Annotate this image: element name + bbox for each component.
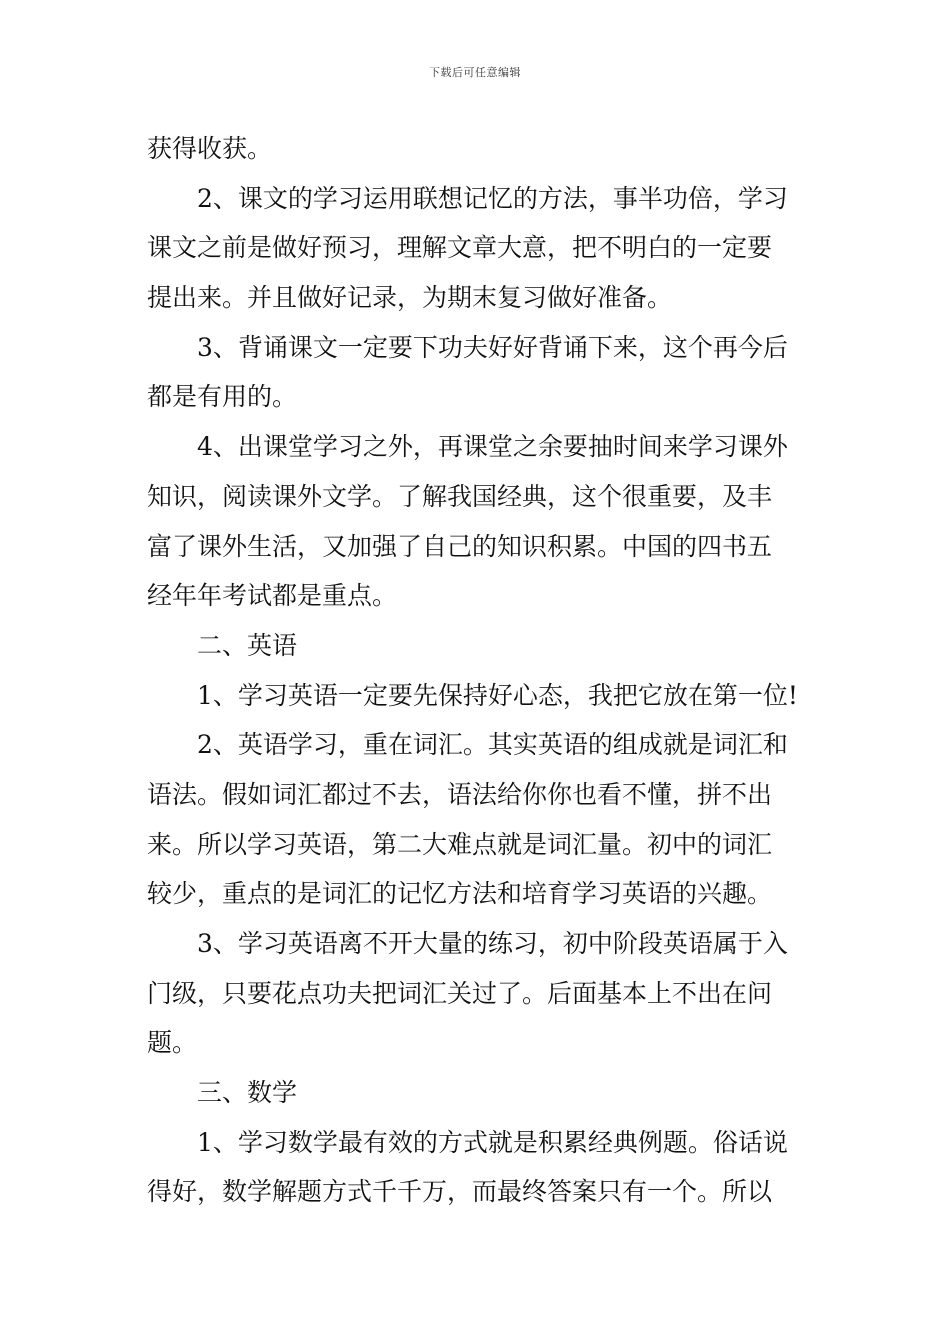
text-line: 课文之前是做好预习，理解文章大意，把不明白的一定要 xyxy=(147,233,773,263)
page-header: 下载后可任意编辑 xyxy=(429,66,521,79)
text-line: 门级，只要花点功夫把词汇关过了。后面基本上不出在问 xyxy=(147,978,773,1008)
paragraph-line: 3、背诵课文一定要下功夫好好背诵下来，这个再今后 xyxy=(197,332,788,362)
text-line: 经年年考试都是重点。 xyxy=(147,581,398,611)
text-line: 较少，重点的是词汇的记忆方法和培育学习英语的兴趣。 xyxy=(147,879,773,909)
document-body xyxy=(147,124,807,1217)
text-line: 富了课外生活，又加强了自己的知识积累。中国的四书五 xyxy=(147,531,773,561)
paragraph-line: 2、英语学习，重在词汇。其实英语的组成就是词汇和 xyxy=(197,730,788,760)
paragraph-line: 2、课文的学习运用联想记忆的方法，事半功倍，学习 xyxy=(197,183,788,213)
paragraph-line: 4、出课堂学习之外，再课堂之余要抽时间来学习课外 xyxy=(197,432,788,462)
text-line: 知识，阅读课外文学。了解我国经典，这个很重要，及丰 xyxy=(147,481,773,511)
section-heading: 二、英语 xyxy=(197,630,298,660)
paragraph-line: 3、学习英语离不开大量的练习，初中阶段英语属于入 xyxy=(197,929,788,958)
section-heading: 三、数学 xyxy=(197,1078,298,1108)
text-line: 提出来。并且做好记录，为期末复习做好准备。 xyxy=(147,283,673,313)
text-line: 语法。假如词汇都过不去，语法给你你也看不懂，拼不出 xyxy=(147,779,773,809)
paragraph-line: 1、学习数学最有效的方式就是积累经典例题。俗话说 xyxy=(197,1127,788,1157)
text-line: 题。 xyxy=(147,1028,198,1058)
paragraph-line: 1、学习英语一定要先保持好心态，我把它放在第一位! xyxy=(197,680,798,710)
text-line: 都是有用的。 xyxy=(147,382,298,412)
text-line: 得好，数学解题方式千千万，而最终答案只有一个。所以 xyxy=(147,1177,773,1207)
text-line: 获得收获。 xyxy=(147,134,273,163)
text-line: 来。所以学习英语，第二大难点就是词汇量。初中的词汇 xyxy=(147,829,773,859)
